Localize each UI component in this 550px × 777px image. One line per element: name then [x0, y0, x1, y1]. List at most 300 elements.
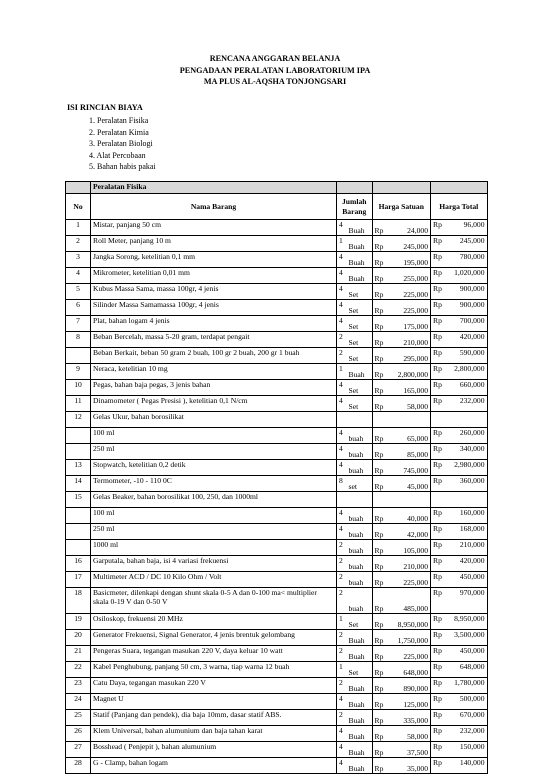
table-row	[66, 236, 488, 252]
total-price: 500,000	[449, 694, 487, 710]
item-name: Kubus Massa Sama, massa 100gr, 4 jenis	[91, 284, 337, 300]
price-currency	[372, 492, 391, 508]
item-unit: Set	[347, 332, 373, 348]
total-currency: Rp	[431, 742, 450, 758]
item-name: Neraca, ketelitian 10 mg	[91, 364, 337, 380]
table-row	[66, 252, 488, 268]
total-currency: Rp	[431, 524, 450, 540]
total-currency: Rp	[431, 476, 450, 492]
price-currency: Rp	[372, 268, 391, 284]
item-qty: 4	[337, 742, 347, 758]
table-row	[66, 614, 488, 630]
price-currency: Rp	[372, 572, 391, 588]
total-price: 160,000	[449, 508, 487, 524]
unit-price: 210,000	[391, 556, 431, 572]
total-price: 420,000	[449, 332, 487, 348]
table-row	[66, 380, 488, 396]
total-currency: Rp	[431, 758, 450, 774]
unit-price: 165,000	[391, 380, 431, 396]
item-unit: buah	[347, 460, 373, 476]
table-row	[66, 524, 488, 540]
item-qty: 2	[337, 630, 347, 646]
item-unit: Set	[347, 396, 373, 412]
total-price: 210,000	[449, 540, 487, 556]
total-currency: Rp	[431, 332, 450, 348]
col-header-no: No	[66, 194, 91, 220]
price-currency: Rp	[372, 428, 391, 444]
unit-price: 225,000	[391, 646, 431, 662]
total-price: 96,000	[449, 220, 487, 236]
header-subtitle: PENGADAAN PERALATAN LABORATORIUM IPA	[179, 65, 371, 75]
row-number: 4	[66, 268, 91, 284]
item-qty: 2	[337, 556, 347, 572]
price-currency: Rp	[372, 332, 391, 348]
table-row	[66, 396, 488, 412]
row-number: 6	[66, 300, 91, 316]
unit-price: 45,000	[391, 476, 431, 492]
unit-price: 8,950,000	[391, 614, 431, 630]
item-name: Catu Daya, tegangan masukan 220 V	[91, 678, 337, 694]
table-row	[66, 678, 488, 694]
unit-price	[391, 412, 431, 428]
row-number: 8	[66, 332, 91, 348]
price-currency: Rp	[372, 726, 391, 742]
price-currency: Rp	[372, 508, 391, 524]
item-qty: 2	[337, 572, 347, 588]
item-qty: 2	[337, 540, 347, 556]
item-qty: 2	[337, 710, 347, 726]
item-qty: 4	[337, 284, 347, 300]
col-header-name: Nama Barang	[91, 194, 337, 220]
price-currency: Rp	[372, 284, 391, 300]
item-unit: Buah	[347, 364, 373, 380]
item-name: Plat, bahan logam 4 jenis	[91, 316, 337, 332]
cost-table	[65, 181, 488, 774]
item-qty: 4	[337, 428, 347, 444]
item-unit: Buah	[347, 646, 373, 662]
table-row	[66, 742, 488, 758]
total-price: 150,000	[449, 742, 487, 758]
unit-price: 648,000	[391, 662, 431, 678]
row-number: 14	[66, 476, 91, 492]
unit-price: 105,000	[391, 540, 431, 556]
total-price: 700,000	[449, 316, 487, 332]
item-unit: Buah	[347, 742, 373, 758]
item-qty: 4	[337, 252, 347, 268]
item-qty: 4	[337, 300, 347, 316]
category-list-item: 3. Peralatan Biologi	[89, 139, 153, 149]
price-currency: Rp	[372, 316, 391, 332]
item-name: 250 ml	[91, 444, 337, 460]
item-qty: 4	[337, 694, 347, 710]
item-name: Termometer, -10 - 110 0C	[91, 476, 337, 492]
row-number: 23	[66, 678, 91, 694]
item-name: 250 ml	[91, 524, 337, 540]
item-unit: buah	[347, 428, 373, 444]
total-price: 360,000	[449, 476, 487, 492]
unit-price: 65,000	[391, 428, 431, 444]
row-number	[66, 508, 91, 524]
unit-price: 255,000	[391, 268, 431, 284]
price-currency	[372, 412, 391, 428]
total-price: 780,000	[449, 252, 487, 268]
row-number: 13	[66, 460, 91, 476]
table-row	[66, 694, 488, 710]
unit-price: 195,000	[391, 252, 431, 268]
table-row	[66, 412, 488, 428]
item-name: 100 ml	[91, 428, 337, 444]
item-name: Kabel Penghubung, panjang 50 cm, 3 warna, tiap warna 12 buah	[91, 662, 337, 678]
item-qty: 1	[337, 662, 347, 678]
unit-price: 225,000	[391, 572, 431, 588]
total-price	[449, 412, 487, 428]
item-unit: Set	[347, 662, 373, 678]
price-currency: Rp	[372, 364, 391, 380]
total-price: 648,000	[449, 662, 487, 678]
row-number: 1	[66, 220, 91, 236]
item-unit: Buah	[347, 220, 373, 236]
unit-price: 485,000	[391, 588, 431, 614]
price-currency: Rp	[372, 630, 391, 646]
price-currency: Rp	[372, 694, 391, 710]
unit-price: 125,000	[391, 694, 431, 710]
total-currency: Rp	[431, 316, 450, 332]
row-number: 10	[66, 380, 91, 396]
total-currency: Rp	[431, 348, 450, 364]
table-row	[66, 444, 488, 460]
unit-price: 335,000	[391, 710, 431, 726]
item-qty: 4	[337, 726, 347, 742]
row-number: 26	[66, 726, 91, 742]
row-number: 25	[66, 710, 91, 726]
item-name: Roll Meter, panjang 10 m	[91, 236, 337, 252]
item-qty: 4	[337, 396, 347, 412]
unit-price: 210,000	[391, 332, 431, 348]
row-number: 15	[66, 492, 91, 508]
total-currency: Rp	[431, 284, 450, 300]
category-list-item: 1. Peralatan Fisika	[89, 116, 149, 125]
total-price	[449, 492, 487, 508]
table-row	[66, 710, 488, 726]
unit-price: 890,000	[391, 678, 431, 694]
item-qty: 2	[337, 678, 347, 694]
item-name: Pengeras Suara, tegangan masukan 220 V, daya keluar 10 watt	[91, 646, 337, 662]
price-currency: Rp	[372, 348, 391, 364]
row-number	[66, 540, 91, 556]
unit-price: 40,000	[391, 508, 431, 524]
price-currency: Rp	[372, 678, 391, 694]
row-number	[66, 348, 91, 364]
row-number: 16	[66, 556, 91, 572]
table-row	[66, 284, 488, 300]
table-row	[66, 220, 488, 236]
total-price: 232,000	[449, 726, 487, 742]
price-currency: Rp	[372, 588, 391, 614]
item-qty: 8	[337, 476, 347, 492]
row-number: 2	[66, 236, 91, 252]
row-number: 12	[66, 412, 91, 428]
item-unit: buah	[347, 540, 373, 556]
item-name: Statif (Panjang dan pendek), dia baja 10mm, dasar statif ABS.	[91, 710, 337, 726]
total-price: 970,000	[449, 588, 487, 614]
unit-price: 58,000	[391, 396, 431, 412]
total-price: 232,000	[449, 396, 487, 412]
unit-price: 225,000	[391, 284, 431, 300]
col-header-qty: Jumlah Barang	[337, 194, 373, 220]
row-number: 27	[66, 742, 91, 758]
total-price: 8,950,000	[449, 614, 487, 630]
total-currency: Rp	[431, 572, 450, 588]
total-price: 1,780,000	[449, 678, 487, 694]
category-list-item: 4. Alat Percobaan	[89, 150, 146, 160]
item-name: Garputala, bahan baja, isi 4 variasi frekuensi	[91, 556, 337, 572]
item-name: Beban Bercelah, massa 5-20 gram, terdapat pengait	[91, 332, 337, 348]
item-qty: 4	[337, 758, 347, 774]
price-currency: Rp	[372, 220, 391, 236]
item-name: Beban Berkait, beban 50 gram 2 buah, 100 gr 2 buah, 200 gr 1 buah	[91, 348, 337, 364]
item-qty: 4	[337, 524, 347, 540]
row-number: 19	[66, 614, 91, 630]
price-currency: Rp	[372, 540, 391, 556]
total-price: 1,020,000	[449, 268, 487, 284]
total-currency: Rp	[431, 662, 450, 678]
row-number: 20	[66, 630, 91, 646]
item-unit: Buah	[347, 252, 373, 268]
category-list	[89, 115, 156, 173]
item-name: Jangka Sorong, ketelitian 0,1 mm	[91, 252, 337, 268]
total-currency: Rp	[431, 614, 450, 630]
price-currency: Rp	[372, 646, 391, 662]
total-currency: Rp	[431, 460, 450, 476]
row-number	[66, 444, 91, 460]
total-currency: Rp	[431, 588, 450, 614]
item-unit: buah	[347, 444, 373, 460]
table-row	[66, 428, 488, 444]
item-qty: 1	[337, 614, 347, 630]
item-qty: 4	[337, 268, 347, 284]
total-price: 420,000	[449, 556, 487, 572]
price-currency: Rp	[372, 396, 391, 412]
table-row	[66, 492, 488, 508]
total-price: 2,800,000	[449, 364, 487, 380]
total-currency: Rp	[431, 252, 450, 268]
item-qty	[337, 412, 347, 428]
item-unit: Set	[347, 316, 373, 332]
total-currency: Rp	[431, 268, 450, 284]
item-qty: 2	[337, 588, 347, 614]
table-row	[66, 364, 488, 380]
table-row	[66, 508, 488, 524]
total-price: 590,000	[449, 348, 487, 364]
total-currency: Rp	[431, 630, 450, 646]
item-unit: Set	[347, 300, 373, 316]
total-currency: Rp	[431, 508, 450, 524]
item-name: G - Clamp, bahan logam	[91, 758, 337, 774]
item-qty: 2	[337, 646, 347, 662]
total-currency	[431, 412, 450, 428]
item-name: Mistar, panjang 50 cm	[91, 220, 337, 236]
item-unit: Buah	[347, 710, 373, 726]
total-currency	[431, 492, 450, 508]
item-unit	[347, 412, 373, 428]
item-unit	[347, 492, 373, 508]
unit-price: 745,000	[391, 460, 431, 476]
table-row	[66, 540, 488, 556]
item-qty	[337, 492, 347, 508]
item-qty: 2	[337, 332, 347, 348]
row-number: 22	[66, 662, 91, 678]
price-currency: Rp	[372, 380, 391, 396]
item-unit: buah	[347, 588, 373, 614]
item-name: 100 ml	[91, 508, 337, 524]
row-number: 18	[66, 588, 91, 614]
header-title: RENCANA ANGGARAN BELANJA	[209, 54, 341, 63]
table-row	[66, 348, 488, 364]
table-row	[66, 662, 488, 678]
item-unit: Buah	[347, 694, 373, 710]
group-title: Peralatan Fisika	[91, 182, 337, 194]
row-number	[66, 428, 91, 444]
col-header-total: Harga Total	[431, 194, 488, 220]
item-name: Generator Frekuensi, Signal Generator, 4 jenis brentuk gelombang	[91, 630, 337, 646]
item-unit: buah	[347, 556, 373, 572]
total-price: 450,000	[449, 572, 487, 588]
item-unit: buah	[347, 508, 373, 524]
item-name: Dinamometer ( Pegas Presisi ), ketelitian 0,1 N/cm	[91, 396, 337, 412]
unit-price: 295,000	[391, 348, 431, 364]
unit-price: 35,000	[391, 758, 431, 774]
header-school: MA PLUS AL-AQSHA TONJONGSARI	[203, 77, 347, 86]
item-name: Multimeter ACD / DC 10 Kilo Ohm / Volt	[91, 572, 337, 588]
item-unit: Buah	[347, 236, 373, 252]
category-list-item: 2. Peralatan Kimia	[89, 127, 149, 137]
unit-price: 225,000	[391, 300, 431, 316]
item-unit: buah	[347, 572, 373, 588]
unit-price: 58,000	[391, 726, 431, 742]
item-name: Silinder Massa Samamassa 100gr, 4 jenis	[91, 300, 337, 316]
item-qty: 4	[337, 444, 347, 460]
total-currency: Rp	[431, 220, 450, 236]
table-row	[66, 268, 488, 284]
item-unit: buah	[347, 524, 373, 540]
col-header-price: Harga Satuan	[372, 194, 431, 220]
item-name: Klem Universal, bahan alumunium dan baja tahan karat	[91, 726, 337, 742]
total-price: 450,000	[449, 646, 487, 662]
item-qty: 1	[337, 364, 347, 380]
item-name: Gelas Beaker, bahan borosilikat 100, 250, dan 1000ml	[91, 492, 337, 508]
section-title: ISI RINCIAN BIAYA	[67, 103, 143, 112]
table-row	[66, 588, 488, 614]
row-number: 28	[66, 758, 91, 774]
item-unit: Set	[347, 380, 373, 396]
item-unit: Buah	[347, 630, 373, 646]
item-unit: Set	[347, 614, 373, 630]
item-unit: Buah	[347, 726, 373, 742]
table-row	[66, 726, 488, 742]
item-unit: Buah	[347, 758, 373, 774]
total-currency: Rp	[431, 428, 450, 444]
price-currency: Rp	[372, 556, 391, 572]
total-currency: Rp	[431, 694, 450, 710]
item-name: Mikrometer, ketelitian 0,01 mm	[91, 268, 337, 284]
row-number: 24	[66, 694, 91, 710]
item-qty: 4	[337, 220, 347, 236]
item-name: Magnet U	[91, 694, 337, 710]
total-price: 140,000	[449, 758, 487, 774]
price-currency: Rp	[372, 476, 391, 492]
total-currency: Rp	[431, 726, 450, 742]
item-name: 1000 ml	[91, 540, 337, 556]
table-row	[66, 556, 488, 572]
table-row	[66, 332, 488, 348]
total-currency: Rp	[431, 364, 450, 380]
total-price: 3,500,000	[449, 630, 487, 646]
unit-price: 42,000	[391, 524, 431, 540]
item-qty: 1	[337, 236, 347, 252]
price-currency: Rp	[372, 662, 391, 678]
total-currency: Rp	[431, 444, 450, 460]
total-price: 168,000	[449, 524, 487, 540]
total-price: 245,000	[449, 236, 487, 252]
item-name: Basicmeter, dilenkapi dengan shunt skala 0-5 A dan 0-100 ma< multiplier skala 0-19 V dan 0-50 V	[91, 588, 337, 614]
unit-price: 245,000	[391, 236, 431, 252]
total-price: 660,000	[449, 380, 487, 396]
table-row	[66, 460, 488, 476]
item-name: Stopwatch, ketelitian 0,2 detik	[91, 460, 337, 476]
price-currency: Rp	[372, 758, 391, 774]
total-price: 900,000	[449, 300, 487, 316]
row-number: 9	[66, 364, 91, 380]
item-name: Gelas Ukur, bahan borosilikat	[91, 412, 337, 428]
table-row	[66, 572, 488, 588]
row-number: 5	[66, 284, 91, 300]
total-price: 260,000	[449, 428, 487, 444]
table-row	[66, 476, 488, 492]
table-row	[66, 630, 488, 646]
total-price: 670,000	[449, 710, 487, 726]
item-qty: 4	[337, 508, 347, 524]
total-currency: Rp	[431, 678, 450, 694]
total-currency: Rp	[431, 710, 450, 726]
total-currency: Rp	[431, 556, 450, 572]
table-row	[66, 646, 488, 662]
total-currency: Rp	[431, 236, 450, 252]
total-price: 900,000	[449, 284, 487, 300]
price-currency: Rp	[372, 524, 391, 540]
item-name: Pegas, bahan baja pegas, 3 jenis bahan	[91, 380, 337, 396]
total-currency: Rp	[431, 540, 450, 556]
price-currency: Rp	[372, 444, 391, 460]
price-currency: Rp	[372, 252, 391, 268]
total-price: 2,980,000	[449, 460, 487, 476]
unit-price: 24,000	[391, 220, 431, 236]
price-currency: Rp	[372, 614, 391, 630]
unit-price: 1,750,000	[391, 630, 431, 646]
document-header	[0, 53, 550, 88]
total-currency: Rp	[431, 380, 450, 396]
total-currency: Rp	[431, 300, 450, 316]
item-unit: set	[347, 476, 373, 492]
item-unit: Buah	[347, 678, 373, 694]
unit-price: 37,500	[391, 742, 431, 758]
table-row	[66, 316, 488, 332]
unit-price: 85,000	[391, 444, 431, 460]
price-currency: Rp	[372, 710, 391, 726]
unit-price	[391, 492, 431, 508]
unit-price: 175,000	[391, 316, 431, 332]
price-currency: Rp	[372, 742, 391, 758]
row-number	[66, 524, 91, 540]
